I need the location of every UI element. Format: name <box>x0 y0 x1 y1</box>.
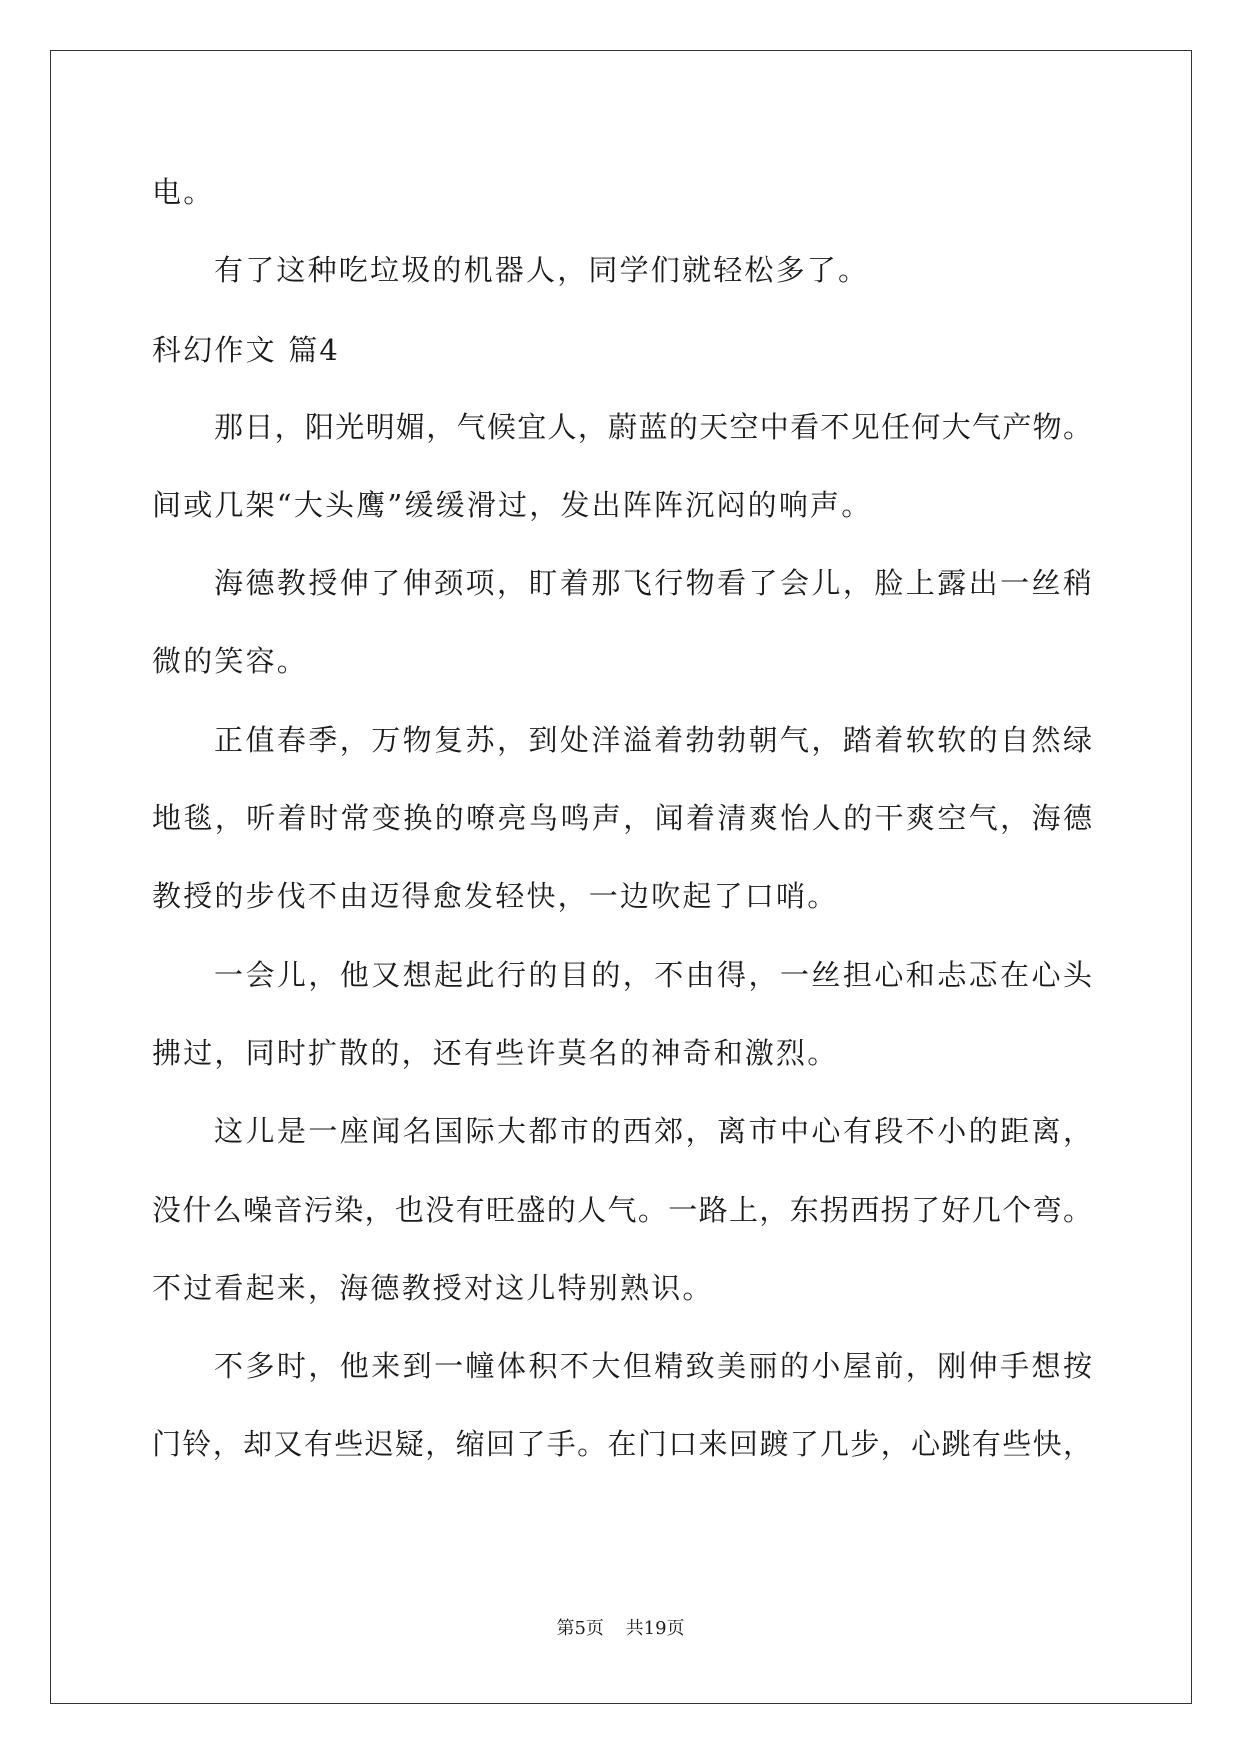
paragraph-line: 门铃，却又有些迟疑，缩回了手。在门口来回踱了几步，心跳有些快， <box>152 1427 1092 1461</box>
paragraph-line: 教授的步伐不由迈得愈发轻快，一边吹起了口哨。 <box>152 879 839 913</box>
paragraph-line: 海德教授伸了伸颈项，盯着那飞行物看了会儿，脸上露出一丝稍 <box>214 566 1092 600</box>
paragraph-line: 电。 <box>152 175 215 209</box>
paragraph-line: 微的笑容。 <box>152 644 309 678</box>
paragraph-line: 拂过，同时扩散的，还有些许莫名的神奇和激烈。 <box>152 1036 839 1070</box>
paragraph-line: 地毯，听着时常变换的嘹亮鸟鸣声，闻着清爽怡人的干爽空气，海德 <box>152 801 1092 835</box>
paragraph-line: 间或几架“大头鹰”缓缓滑过，发出阵阵沉闷的响声。 <box>152 488 873 522</box>
section-heading: 科幻作文 篇4 <box>152 333 341 367</box>
paragraph-line: 正值春季，万物复苏，到处洋溢着勃勃朝气，踏着软软的自然绿 <box>214 723 1092 757</box>
page-number-current: 第5页 <box>556 1618 604 1639</box>
page-number-total: 共19页 <box>625 1618 685 1639</box>
paragraph-line: 那日，阳光明媚，气候宜人，蔚蓝的天空中看不见任何大气产物。 <box>214 410 1092 444</box>
paragraph-line: 不过看起来，海德教授对这儿特别熟识。 <box>152 1271 714 1305</box>
paragraph-line: 没什么噪音污染，也没有旺盛的人气。一路上，东拐西拐了好几个弯。 <box>152 1193 1092 1227</box>
paragraph-line: 有了这种吃垃圾的机器人，同学们就轻松多了。 <box>214 253 870 287</box>
paragraph-line: 一会儿，他又想起此行的目的，不由得，一丝担心和忐忑在心头 <box>214 958 1092 992</box>
page-footer <box>0 1617 1241 1641</box>
paragraph-line: 这儿是一座闻名国际大都市的西郊，离市中心有段不小的距离， <box>214 1114 1092 1148</box>
paragraph-line: 不多时，他来到一幢体积不大但精致美丽的小屋前，刚伸手想按 <box>214 1349 1092 1383</box>
